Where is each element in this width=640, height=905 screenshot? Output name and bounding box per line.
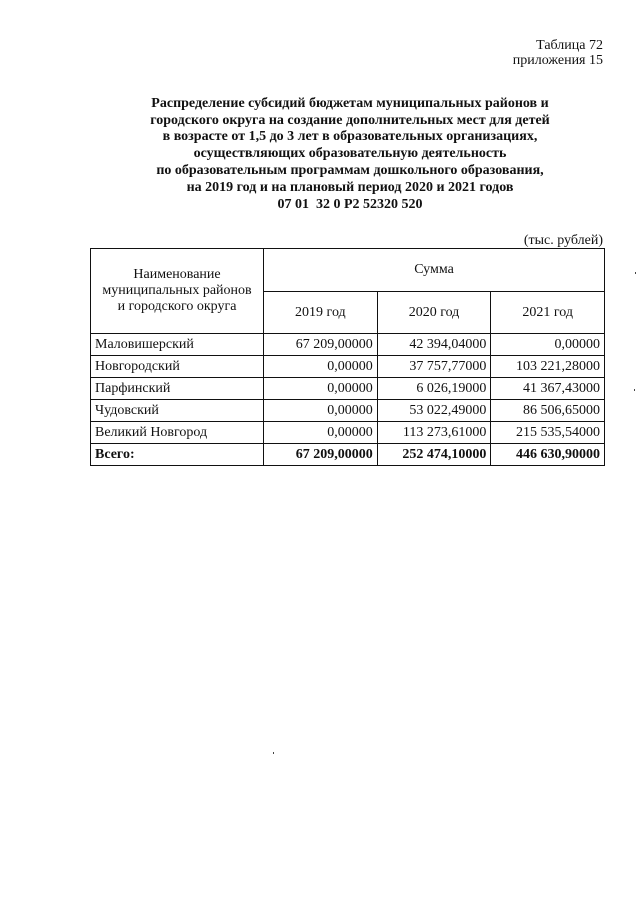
name-header-line: муниципальных районов [102, 283, 252, 298]
row-name: Парфинский [91, 378, 264, 400]
year-2021-header: 2021 год [491, 292, 605, 334]
table-row [91, 400, 605, 422]
title-line: Распределение субсидий бюджетам муниципальных районов и [151, 96, 549, 111]
units-label: (тыс. рублей) [523, 233, 603, 248]
title-line: городского округа на создание дополнительных мест для детей [150, 112, 550, 128]
table-row [91, 334, 605, 356]
value-2021: 215 535,54000 [491, 422, 605, 444]
total-label: Всего: [91, 444, 264, 466]
total-row [91, 444, 605, 466]
value-2019: 0,00000 [264, 356, 378, 378]
row-name: Великий Новгород [91, 422, 264, 444]
table-row [91, 422, 605, 444]
value-2021: 86 506,65000 [491, 400, 605, 422]
value-2019: 0,00000 [264, 422, 378, 444]
total-2021: 446 630,90000 [491, 444, 605, 466]
year-2020-header: 2020 год [377, 292, 491, 334]
name-header-line: Наименование [133, 267, 221, 282]
name-column-header [91, 249, 264, 334]
sum-header: Сумма [264, 249, 605, 292]
budget-code: 07 01 32 0 Р2 52320 520 [277, 197, 423, 213]
title-line: в возрасте от 1,5 до 3 лет в образовательных организациях, [162, 129, 538, 145]
document-title [95, 96, 605, 214]
name-header-line: и городского округа [117, 299, 237, 314]
value-2019: 0,00000 [264, 378, 378, 400]
total-2019: 67 209,00000 [264, 444, 378, 466]
row-name: Маловишерский [91, 334, 264, 356]
row-name: Новгородский [91, 356, 264, 378]
table-number: Таблица 72 [536, 38, 603, 53]
value-2021: 103 221,28000 [491, 356, 605, 378]
value-2020: 6 026,19000 [377, 378, 491, 400]
value-2020: 42 394,04000 [377, 334, 491, 356]
total-2020: 252 474,10000 [377, 444, 491, 466]
value-2021: 41 367,43000 [491, 378, 605, 400]
value-2019: 67 209,00000 [264, 334, 378, 356]
value-2019: 0,00000 [264, 400, 378, 422]
appendix-number: приложения 15 [512, 53, 603, 68]
value-2020: 113 273,61000 [377, 422, 491, 444]
value-2021: 0,00000 [491, 334, 605, 356]
subsidy-table [90, 248, 605, 466]
value-2020: 53 022,49000 [377, 400, 491, 422]
value-2020: 37 757,77000 [377, 356, 491, 378]
scan-speck [635, 272, 636, 274]
table-reference [513, 38, 603, 68]
title-line: по образовательным программам дошкольного образования, [156, 162, 544, 178]
row-name: Чудовский [91, 400, 264, 422]
year-2019-header: 2019 год [264, 292, 378, 334]
scan-speck [273, 752, 274, 754]
table-row [91, 356, 605, 378]
title-line: осуществляющих образовательную деятельность [193, 146, 507, 162]
table-row [91, 378, 605, 400]
scan-speck [634, 389, 635, 391]
title-line: на 2019 год и на плановый период 2020 и 2021 годов [186, 179, 514, 195]
